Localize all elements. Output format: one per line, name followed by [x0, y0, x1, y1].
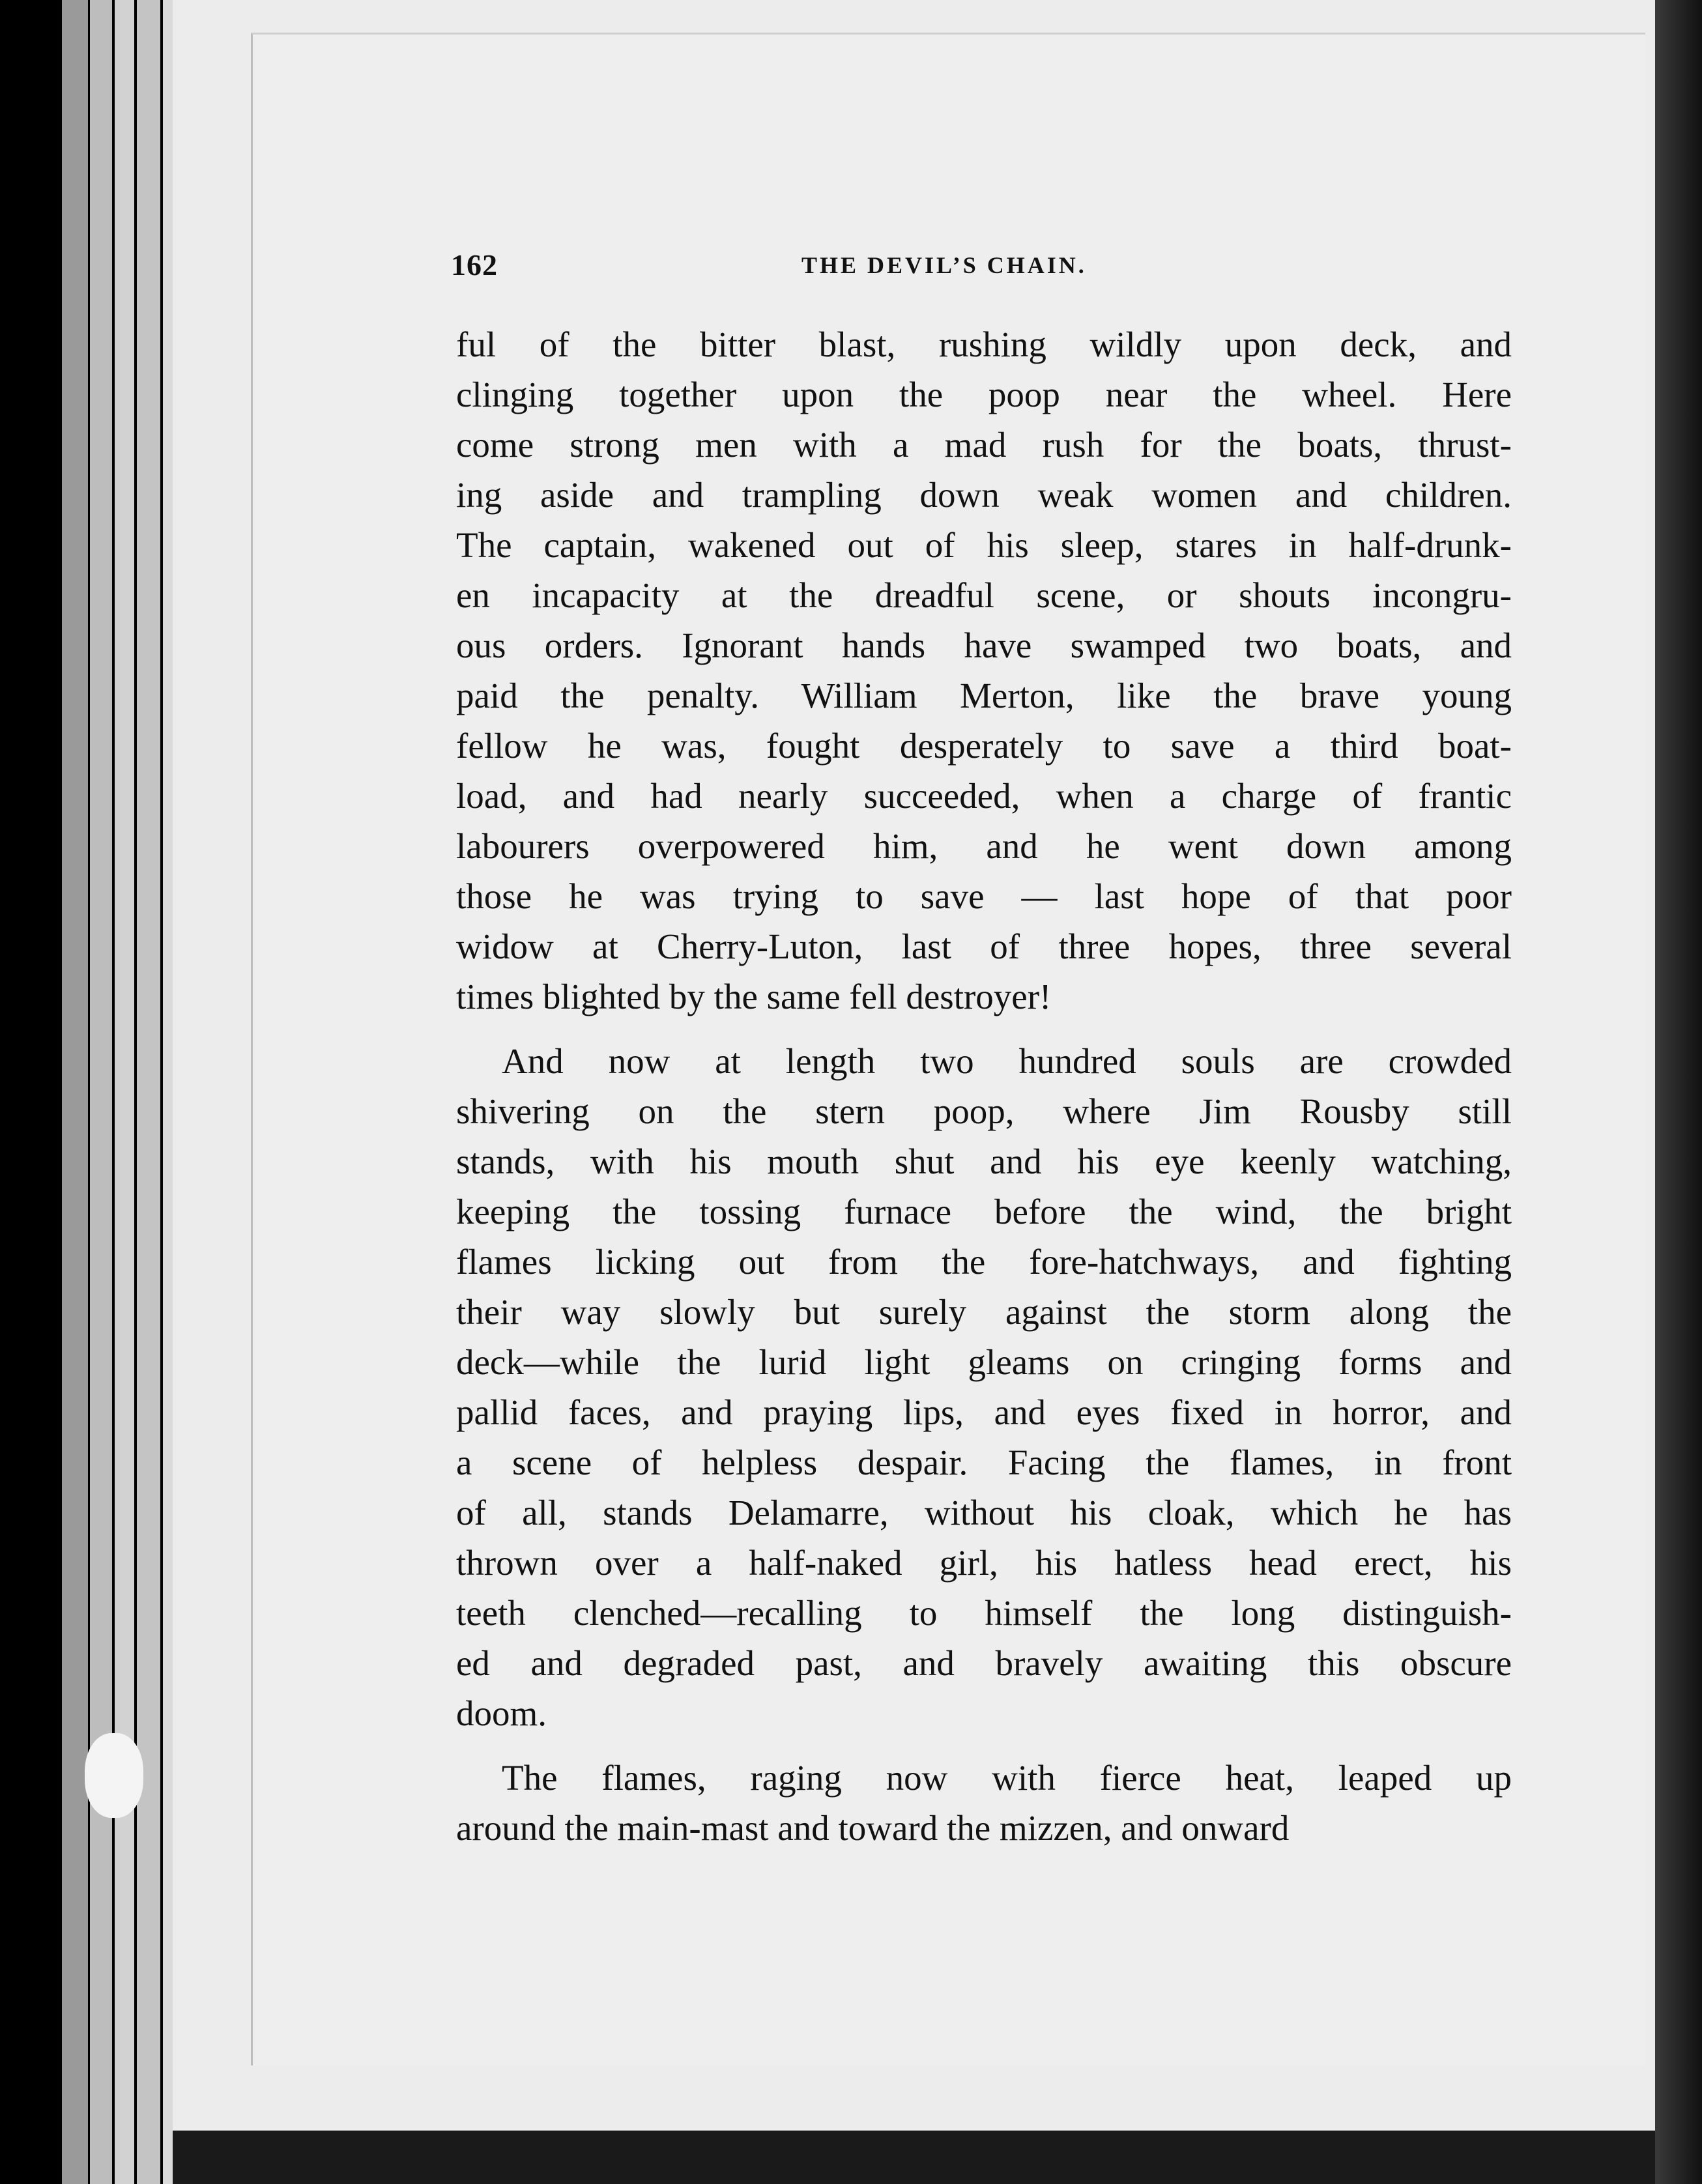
text-line: pallid faces, and praying lips, and eyes fixed in horror, and: [456, 1392, 1512, 1432]
text-line: deck—while the lurid light gleams on cringing forms and: [456, 1342, 1512, 1382]
text-line: doom.: [456, 1693, 547, 1733]
text-line: shivering on the stern poop, where Jim Rousby still: [456, 1091, 1512, 1131]
text-line: ed and degraded past, and bravely awaiting this obscure: [456, 1643, 1512, 1683]
page-number: 162: [451, 248, 498, 281]
text-line: of all, stands Delamarre, without his cloak, which he has: [456, 1493, 1512, 1532]
text-line: those he was trying to save — last hope of that poor: [456, 876, 1512, 916]
text-line: labourers overpowered him, and he went down among: [456, 826, 1512, 866]
body-text: [456, 319, 1512, 1853]
page-stack-edge: [90, 0, 112, 2184]
text-line: a scene of helpless despair. Facing the flames, in front: [456, 1443, 1512, 1482]
page-stack-edge: [115, 0, 134, 2184]
text-line: The captain, wakened out of his sleep, stares in half-drunk-: [456, 525, 1512, 565]
paper-smudge: [85, 1733, 143, 1818]
paragraph: [456, 1753, 1512, 1853]
text-line: times blighted by the same fell destroyer!: [456, 977, 1052, 1016]
text-line: teeth clenched—recalling to himself the long distinguish-: [456, 1593, 1512, 1633]
text-line: come strong men with a mad rush for the boats, thrust-: [456, 425, 1512, 465]
text-block: [451, 248, 1512, 1867]
right-shadow: [1655, 0, 1702, 2184]
text-line: keeping the tossing furnace before the wind, the bright: [456, 1192, 1512, 1231]
paragraph: [456, 319, 1512, 1022]
bottom-shadow: [173, 2131, 1658, 2184]
text-line: ous orders. Ignorant hands have swamped two boats, and: [456, 625, 1512, 665]
page-header: [451, 248, 1512, 300]
paragraph: [456, 1036, 1512, 1738]
text-line: load, and had nearly succeeded, when a charge of frantic: [456, 776, 1512, 816]
text-line: ful of the bitter blast, rushing wildly upon deck, and: [456, 324, 1512, 364]
text-line: paid the penalty. William Merton, like the brave young: [456, 676, 1512, 715]
text-line: fellow he was, fought desperately to save a third boat-: [456, 726, 1512, 766]
text-line: The flames, raging now with fierce heat, leaped up: [502, 1758, 1512, 1798]
text-line: ing aside and trampling down weak women and children.: [456, 475, 1512, 515]
text-line: And now at length two hundred souls are crowded: [502, 1041, 1512, 1081]
text-line: around the main-mast and toward the mizzen, and onward: [456, 1808, 1290, 1848]
text-line: thrown over a half-naked girl, his hatless head erect, his: [456, 1543, 1512, 1583]
text-line: en incapacity at the dreadful scene, or shouts incongru-: [456, 575, 1512, 615]
page-stack-edge: [137, 0, 160, 2184]
text-line: clinging together upon the poop near the wheel. Here: [456, 375, 1512, 414]
text-line: widow at Cherry-Luton, last of three hopes, three several: [456, 927, 1512, 966]
text-line: flames licking out from the fore-hatchways, and fighting: [456, 1242, 1512, 1282]
text-line: their way slowly but surely against the storm along the: [456, 1292, 1512, 1332]
page-stack-edge: [62, 0, 88, 2184]
running-head: THE DEVIL’S CHAIN.: [801, 252, 1087, 278]
text-line: stands, with his mouth shut and his eye keenly watching,: [456, 1142, 1512, 1181]
